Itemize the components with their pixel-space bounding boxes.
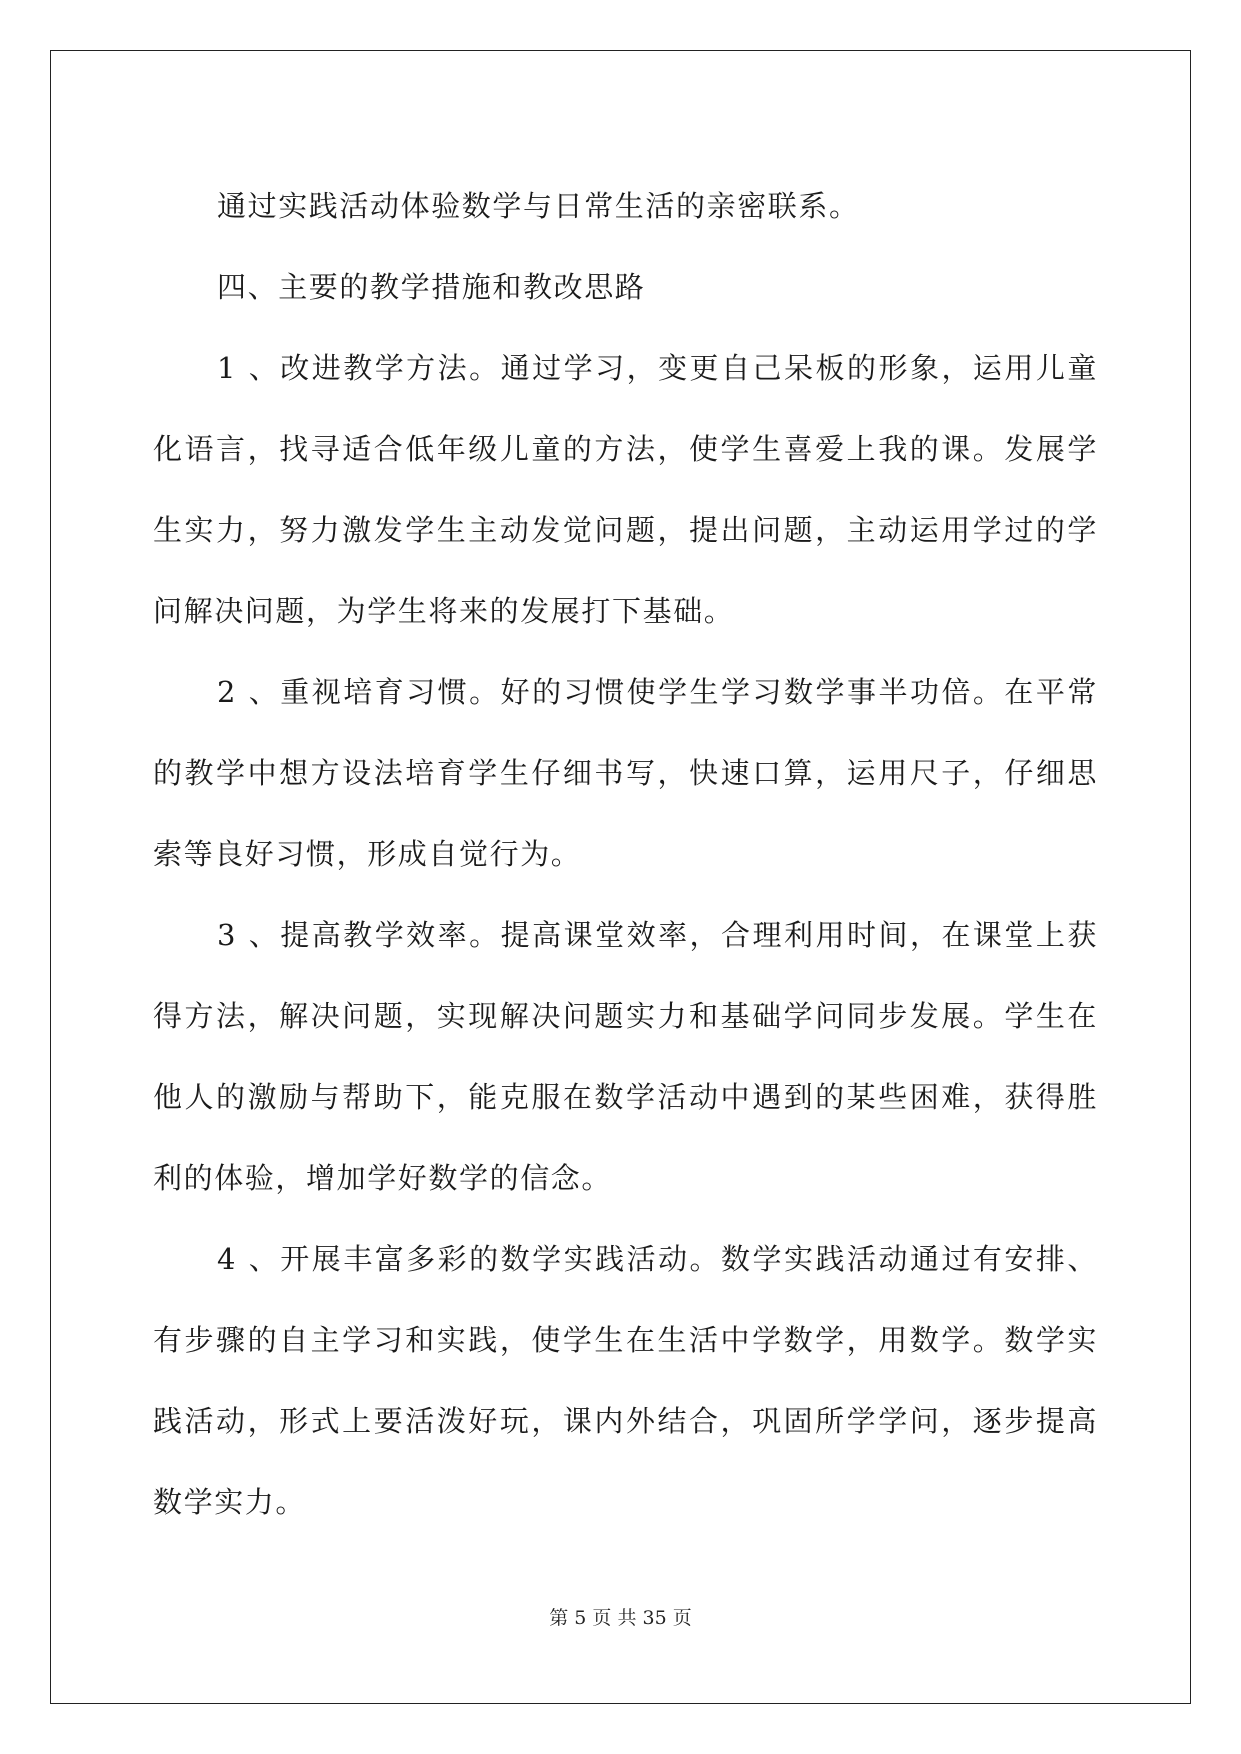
paragraph-item-2: 2 、重视培育习惯。好的习惯使学生学习数学事半功倍。在平常的教学中想方设法培育学生仔细书写，快速口算，运用尺子，仔细思索等良好习惯，形成自觉行为。 [153, 675, 1098, 871]
section-heading: 四、主要的教学措施和教改思路 [217, 270, 646, 304]
document-body [153, 166, 1098, 1543]
paragraph-item-4: 4 、开展丰富多彩的数学实践活动。数学实践活动通过有安排、有步骤的自主学习和实践，使学生在生活中学数学，用数学。数学实践活动，形式上要活泼好玩，课内外结合，巩固所学学问，逐步提高数学实力。 [153, 1242, 1098, 1519]
paragraph-item-1: 1 、改进教学方法。通过学习，变更自己呆板的形象，运用儿童化语言，找寻适合低年级儿童的方法，使学生喜爱上我的课。发展学生实力，努力激发学生主动发觉问题，提出问题，主动运用学过的学问解决问题，为学生将来的发展打下基础。 [153, 351, 1098, 628]
paragraph-item-3: 3 、提高教学效率。提高课堂效率，合理利用时间，在课堂上获得方法，解决问题，实现解决问题实力和基础学问同步发展。学生在他人的激励与帮助下，能克服在数学活动中遇到的某些困难，获得胜利的体验，增加学好数学的信念。 [153, 918, 1098, 1195]
page-footer: 第 5 页 共 35 页 [549, 1607, 692, 1629]
paragraph-intro: 通过实践活动体验数学与日常生活的亲密联系。 [217, 189, 860, 223]
